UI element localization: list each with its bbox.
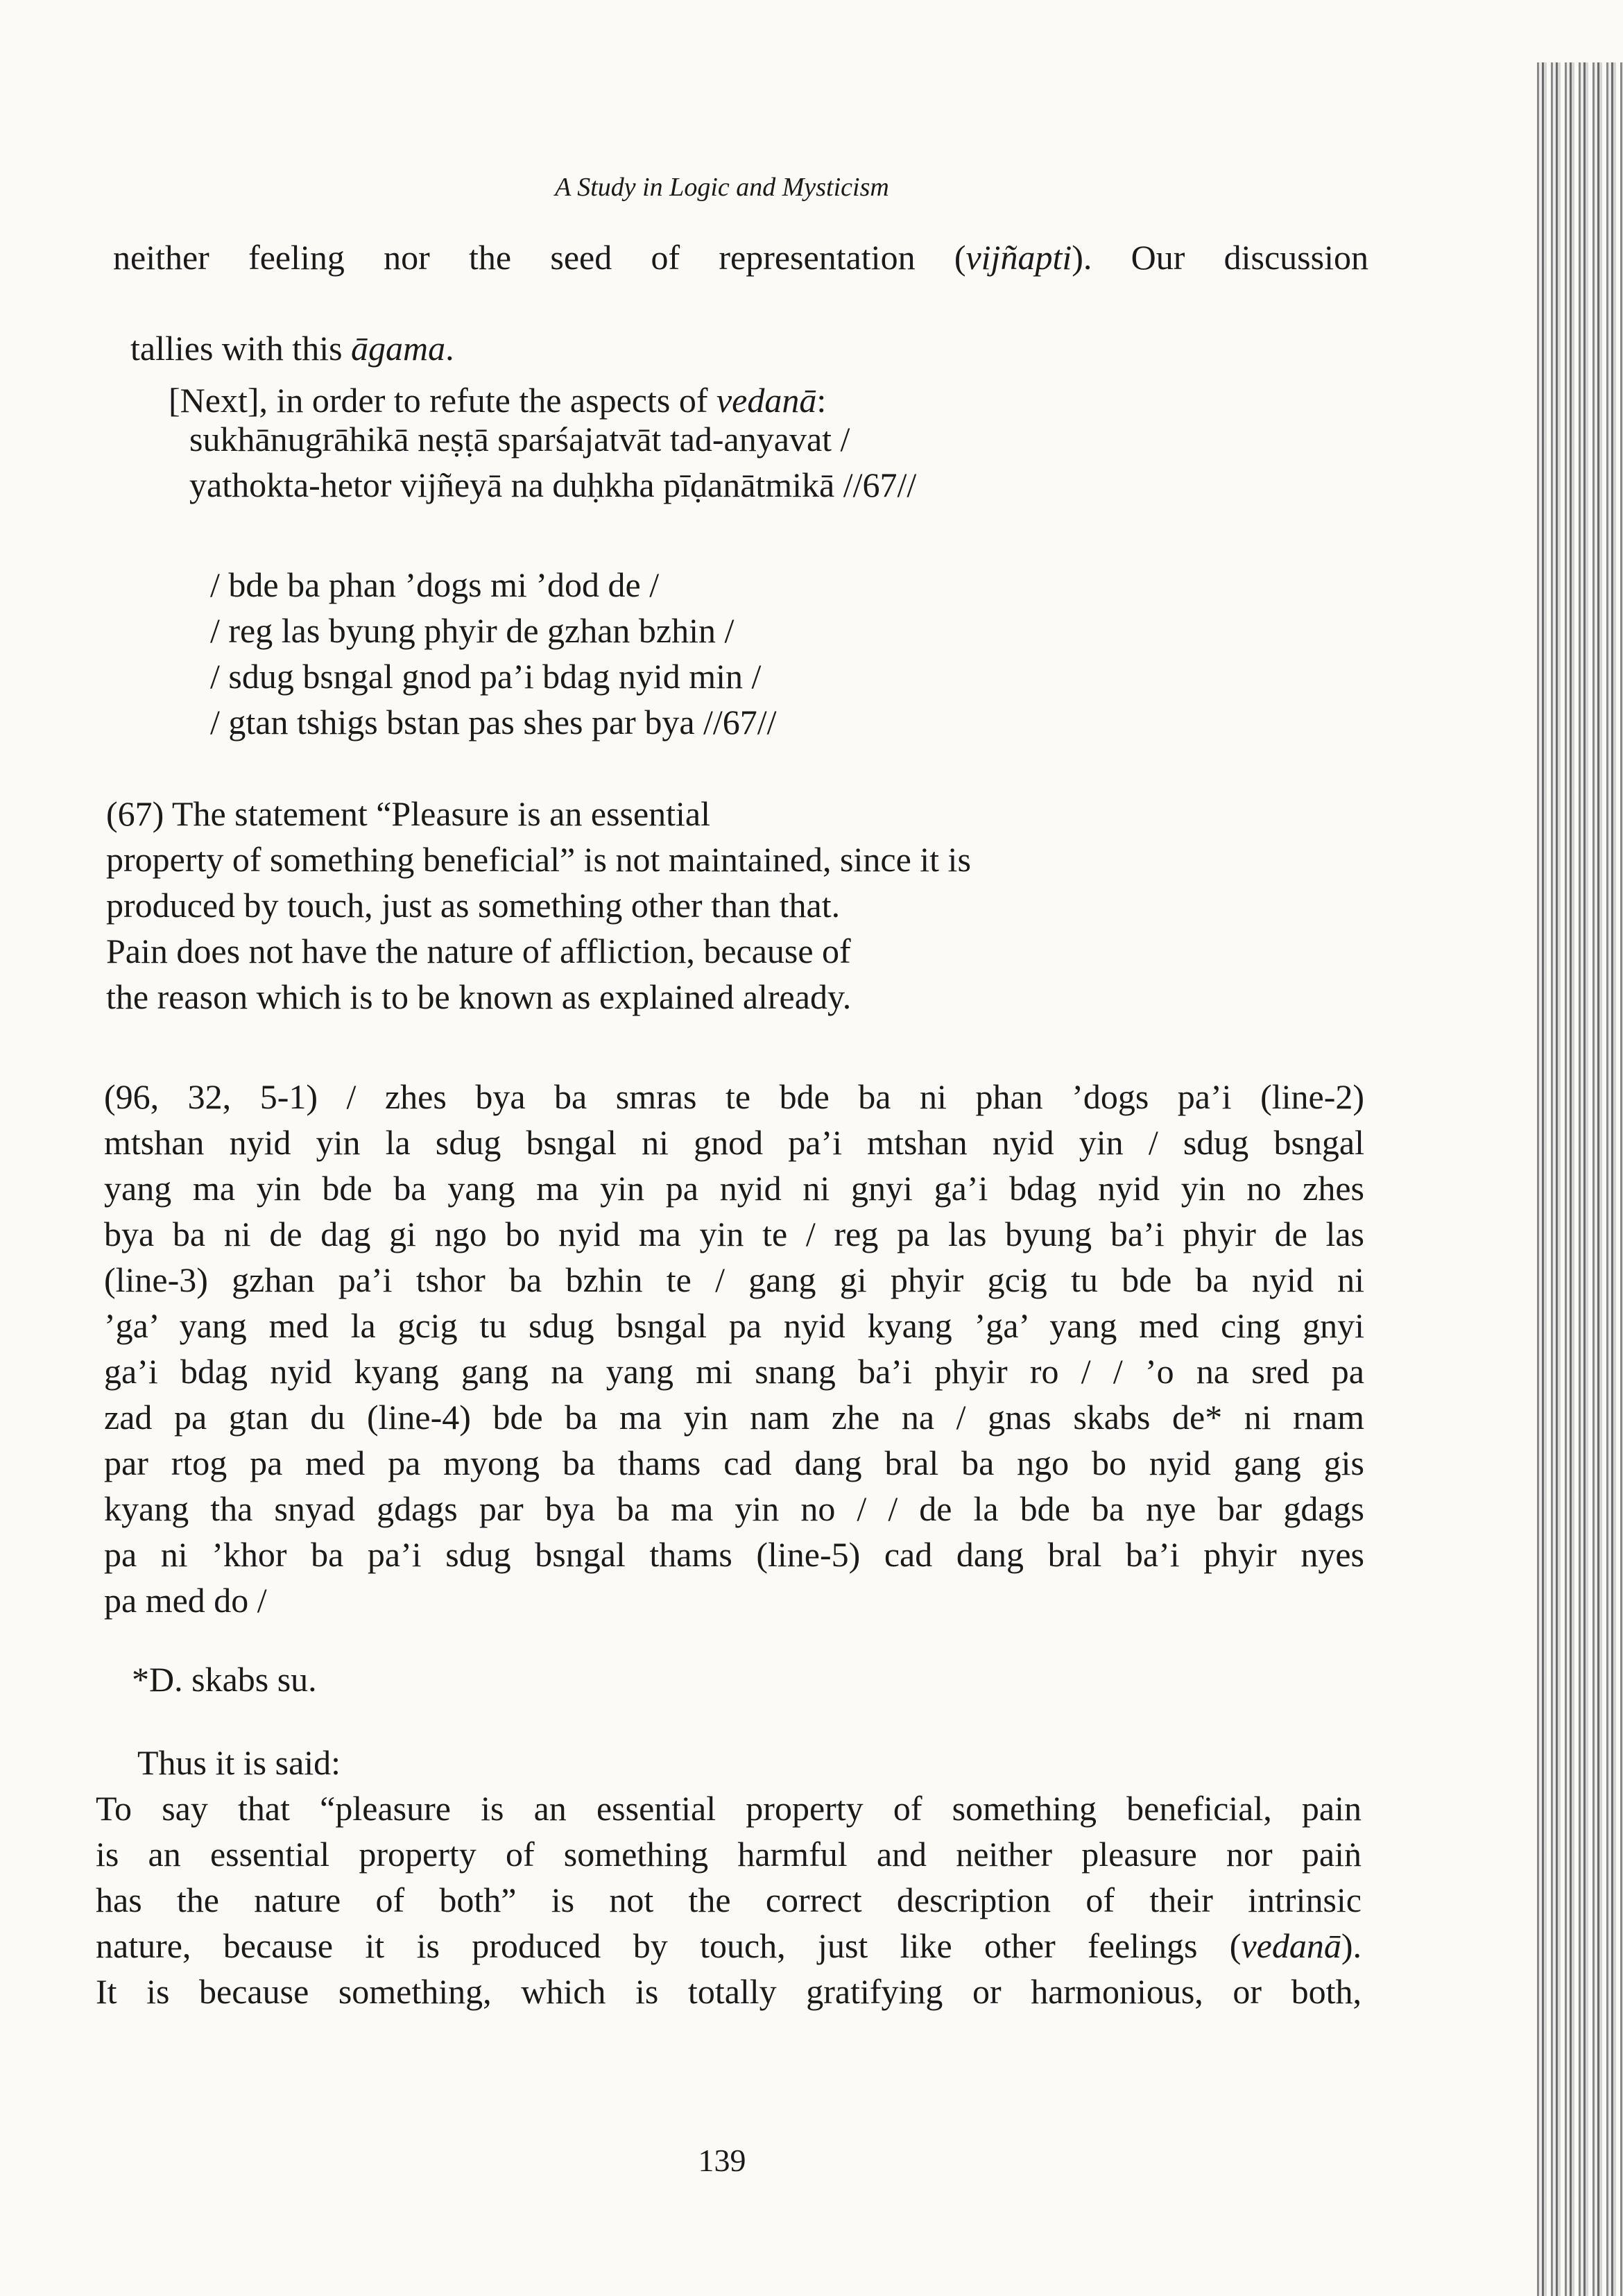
commentary-line: (line-3) gzhan pa’i tshor ba bzhin te / gang gi phyir gcig tu bde ba nyid ni [104,1260,1364,1299]
commentary-line: ga’i bdag nyid kyang gang na yang mi snang ba’i phyir ro / / ’o na sred pa [104,1352,1364,1391]
tibetan-verse-line: / bde ba phan ’dogs mi ’dod de / [210,565,660,604]
translation-line: the reason which is to be known as explained already. [106,977,852,1016]
commentary-line: zad pa gtan du (line-4) bde ba ma yin nam zhe na / gnas skabs de* ni rnam [104,1398,1364,1437]
translation-line: Pain does not have the nature of affliction, because of [106,932,851,970]
explanation-line: To say that “pleasure is an essential property of something beneficial, pain [96,1789,1362,1828]
commentary-line: par rtog pa med pa myong ba thams cad dang bral ba ngo bo nyid gang gis [104,1443,1364,1482]
intro-line-1: neither feeling nor the seed of representation (vijñapti). Our discussion [113,238,1368,277]
explanation-line: nature, because it is produced by touch, just like other feelings (vedanā). [96,1926,1362,1965]
tibetan-verse-line: / reg las byung phyir de gzhan bzhin / [210,611,735,650]
tibetan-verse-line: / gtan tshigs bstan pas shes par bya //67// [210,703,777,742]
commentary-line: mtshan nyid yin la sdug bsngal ni gnod pa’i mtshan nyid yin / sdug bsngal [104,1123,1364,1162]
explanation-line: has the nature of both” is not the correct description of their intrinsic [96,1881,1362,1919]
commentary-line: (96, 32, 5-1) / zhes bya ba smras te bde ba ni phan ’dogs pa’i (line-2) [104,1077,1364,1116]
footnote: *D. skabs su. [132,1660,317,1699]
explanation-line: is an essential property of something harmful and neither pleasure nor paiṅ [96,1835,1362,1874]
commentary-line: yang ma yin bde ba yang ma yin pa nyid ni gnyi ga’i bdag nyid yin no zhes [104,1169,1364,1208]
page-number: 139 [698,2143,746,2178]
thus-said: Thus it is said: [137,1743,341,1782]
book-binding-shadow [1533,62,1623,2296]
sanskrit-verse-line: sukhānugrāhikā neṣṭā sparśajatvāt tad-anyavat / [189,420,850,459]
intro-line-3: [Next], in order to refute the aspects of vedanā: [169,381,827,420]
commentary-line: kyang tha snyad gdags par bya ba ma yin no / / de la bde ba nye bar gdags [104,1489,1364,1528]
running-header [0,172,1444,203]
translation-line: property of something beneficial” is not maintained, since it is [106,840,971,879]
explanation-line: It is because something, which is totally gratifying or harmonious, or both, [96,1972,1362,2011]
translation-line: (67) The statement “Pleasure is an essential [106,794,711,833]
commentary-line: ’ga’ yang med la gcig tu sdug bsngal pa nyid kyang ’ga’ yang med cing gnyi [104,1306,1364,1345]
sanskrit-verse-line: yathokta-hetor vijñeyā na duḥkha pīḍanātmikā //67// [189,465,917,504]
translation-line: produced by touch, just as something other than that. [106,886,841,925]
intro-line-2: tallies with this āgama. [130,329,454,368]
tibetan-verse-line: / sdug bsngal gnod pa’i bdag nyid min / [210,657,762,696]
commentary-line: bya ba ni de dag gi ngo bo nyid ma yin te / reg pa las byung ba’i phyir de las [104,1215,1364,1253]
commentary-line: pa ni ’khor ba pa’i sdug bsngal thams (line-5) cad dang bral ba’i phyir nyes [104,1535,1364,1574]
commentary-line: pa med do / [104,1581,267,1620]
running-title: A Study in Logic and Mysticism [555,173,889,202]
